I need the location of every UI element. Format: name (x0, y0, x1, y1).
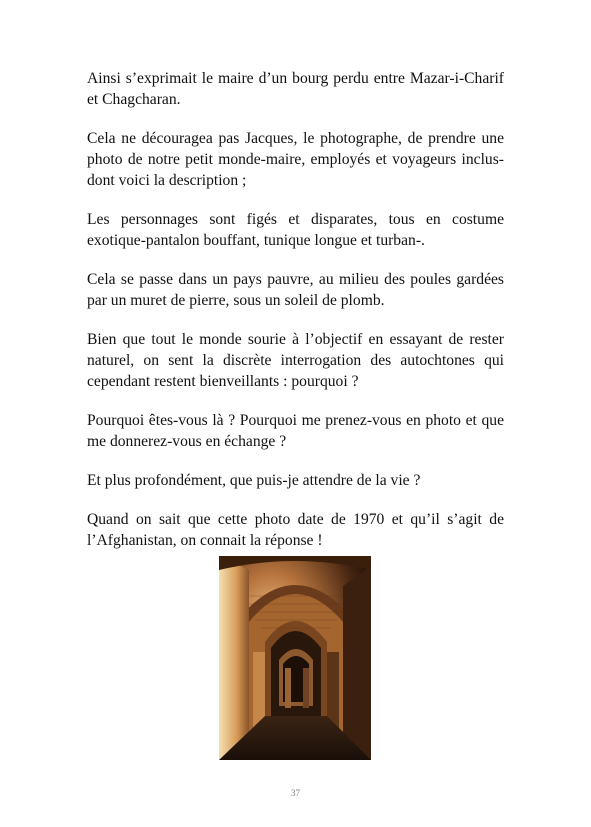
paragraph: Les personnages sont figés et disparates, tous en costume exotique-pantalon bouffant, tunique longue et turban-. (87, 211, 504, 249)
paragraph: Bien que tout le monde sourie à l’objectif en essayant de rester naturel, on sent la discrète interrogation des autochtones qui cependant restent bienveillants : pourquoi ? (87, 331, 504, 390)
paragraph: Cela ne découragea pas Jacques, le photographe, de prendre une photo de notre petit monde-maire, employés et voyageurs inclus-dont voici la description ; (87, 130, 504, 189)
page-number: 37 (291, 788, 300, 798)
paragraph: Cela se passe dans un pays pauvre, au milieu des poules gardées par un muret de pierre, sous un soleil de plomb. (87, 271, 504, 309)
body-text (87, 68, 504, 569)
paragraph: Quand on sait que cette photo date de 1970 et qu’il s’agit de l’Afghanistan, on connait la réponse ! (87, 511, 504, 549)
paragraph: Pourquoi êtes-vous là ? Pourquoi me prenez-vous en photo et que me donnerez-vous en échange ? (87, 412, 504, 450)
paragraph: Et plus profondément, que puis-je attendre de la vie ? (87, 472, 421, 489)
cellar-vault-photo (219, 556, 371, 760)
paragraph: Ainsi s’exprimait le maire d’un bourg perdu entre Mazar-i-Charif et Chagcharan. (87, 70, 504, 108)
